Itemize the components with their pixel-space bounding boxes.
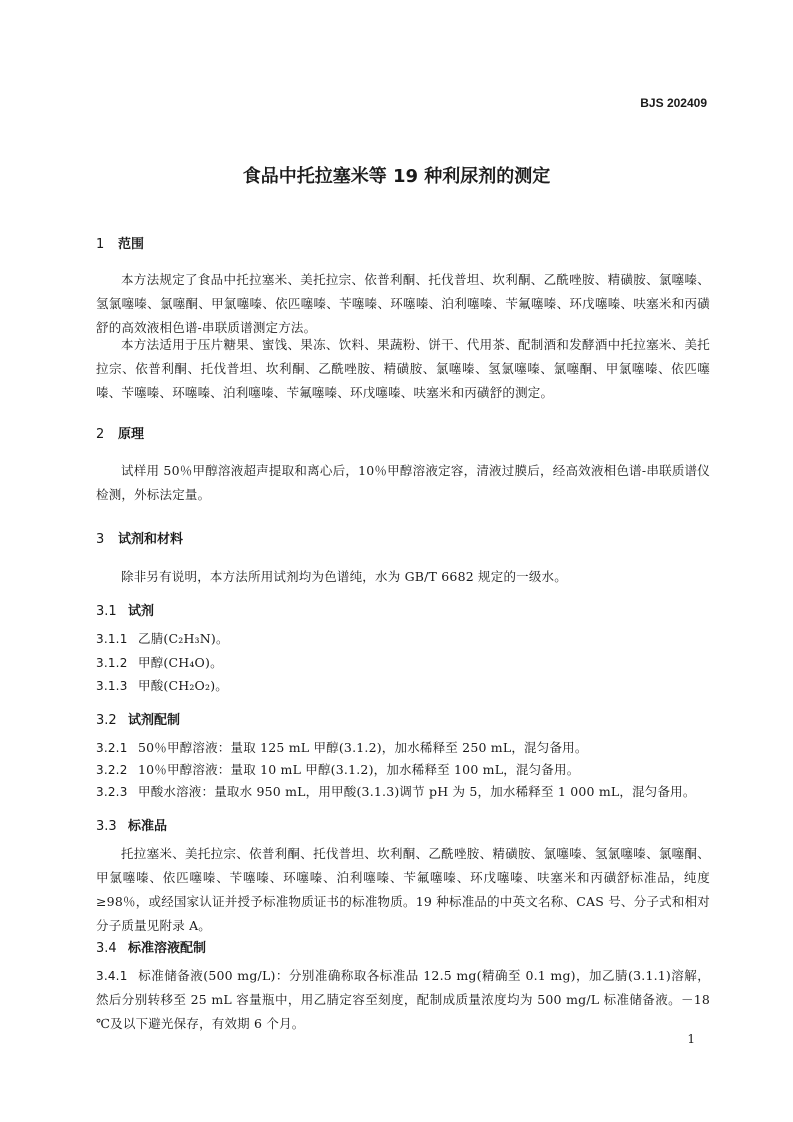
subsection-number: 3.4	[96, 941, 117, 956]
item-number: 3.2.3	[96, 785, 128, 799]
section-1-heading	[96, 233, 144, 252]
item-3-1-1	[96, 627, 710, 651]
subsection-3-3-paragraph: 托拉塞米、美托拉宗、依普利酮、托伐普坦、坎利酮、乙酰唑胺、精磺胺、氯噻嗪、氢氯噻嗪、氯噻酮、甲氯噻嗪、依匹噻嗪、苄噻嗪、环噻嗪、泊利噻嗪、苄氟噻嗪、环戊噻嗪、呋塞米和丙磺舒标准品，纯度≥98％，或经国家认证并授予标准物质证书的标准物质。19 种标准品的中英文名称、CAS 号、分子式和相对分子质量见附录 A。	[96, 846, 710, 933]
section-2-paragraph-1: 试样用 50％甲醇溶液超声提取和离心后，10％甲醇溶液定容，清液过膜后，经高效液相色谱-串联质谱仪检测，外标法定量。	[96, 463, 710, 502]
document-code: BJS 202409	[640, 96, 707, 110]
document-title: 食品中托拉塞米等 19 种利尿剂的测定	[242, 166, 551, 187]
item-3-1-2	[96, 651, 710, 675]
item-3-2-3	[96, 780, 710, 804]
item-3-1-3	[96, 674, 710, 698]
subsection-3-4-heading	[96, 937, 206, 956]
item-text: 标准储备液(500 mg/L)：分别准确称取各标准品 12.5 mg(精确至 0.1 mg)，加乙腈(3.1.1)溶解，然后分别转移至 25 mL 容量瓶中，用乙腈定容至刻度，配制成质量浓度均为 500 mg/L 标准储备液。－18 ℃及以下避光保存，有效期 6 个月。	[96, 968, 710, 1031]
subsection-3-2-heading	[96, 709, 180, 728]
section-3-heading	[96, 528, 183, 547]
subsection-number: 3.3	[96, 819, 117, 834]
section-1-paragraph-2: 本方法适用于压片糖果、蜜饯、果冻、饮料、果蔬粉、饼干、代用茶、配制酒和发酵酒中托拉塞米、美托拉宗、依普利酮、托伐普坦、坎利酮、乙酰唑胺、精磺胺、氯噻嗪、氢氯噻嗪、氯噻酮、甲氯噻嗪、依匹噻嗪、苄噻嗪、环噻嗪、泊利噻嗪、苄氟噻嗪、环戊噻嗪、呋塞米和丙磺舒的测定。	[96, 337, 710, 400]
item-text: 10％甲醇溶液：量取 10 mL 甲醇(3.1.2)，加水稀释至 100 mL，混匀备用。	[138, 762, 580, 777]
item-3-4-1	[96, 964, 710, 1036]
item-number: 3.1.3	[96, 679, 128, 693]
subsection-title: 试剂	[128, 604, 155, 619]
section-number: 2	[96, 427, 105, 442]
item-number: 3.2.2	[96, 763, 128, 777]
item-text: 乙腈(C₂H₃N)。	[138, 631, 229, 646]
subsection-3-3-heading	[96, 815, 167, 834]
section-number: 1	[96, 237, 105, 252]
subsection-3-1-heading	[96, 600, 154, 619]
item-text: 甲酸水溶液：量取水 950 mL，用甲酸(3.1.3)调节 pH 为 5，加水稀释至 1 000 mL，混匀备用。	[138, 784, 696, 799]
section-title: 范围	[118, 237, 145, 252]
subsection-title: 标准溶液配制	[128, 941, 207, 956]
item-number: 3.4.1	[96, 969, 128, 983]
subsection-number: 3.2	[96, 713, 117, 728]
item-number: 3.1.2	[96, 656, 128, 670]
subsection-title: 试剂配制	[128, 713, 181, 728]
section-title: 原理	[118, 427, 145, 442]
page-number: 1	[687, 1032, 695, 1046]
item-number: 3.1.1	[96, 632, 128, 646]
subsection-title: 标准品	[128, 819, 168, 834]
subsection-number: 3.1	[96, 604, 117, 619]
section-2-heading	[96, 423, 144, 442]
item-number: 3.2.1	[96, 741, 128, 755]
section-title: 试剂和材料	[118, 532, 184, 547]
item-text: 甲酸(CH₂O₂)。	[138, 678, 228, 693]
section-3-paragraph-1: 除非另有说明，本方法所用试剂均为色谱纯，水为 GB/T 6682 规定的一级水。	[121, 569, 567, 584]
item-text: 甲醇(CH₄O)。	[138, 655, 223, 670]
item-text: 50％甲醇溶液：量取 125 mL 甲醇(3.1.2)，加水稀释至 250 mL，混匀备用。	[138, 740, 588, 755]
section-number: 3	[96, 532, 105, 547]
section-1-paragraph-1: 本方法规定了食品中托拉塞米、美托拉宗、依普利酮、托伐普坦、坎利酮、乙酰唑胺、精磺胺、氯噻嗪、氢氯噻嗪、氯噻酮、甲氯噻嗪、依匹噻嗪、苄噻嗪、环噻嗪、泊利噻嗪、苄氟噻嗪、环戊噻嗪、呋塞米和丙磺舒的高效液相色谱-串联质谱测定方法。	[96, 272, 710, 335]
item-3-2-2	[96, 758, 710, 782]
item-3-2-1	[96, 736, 710, 760]
